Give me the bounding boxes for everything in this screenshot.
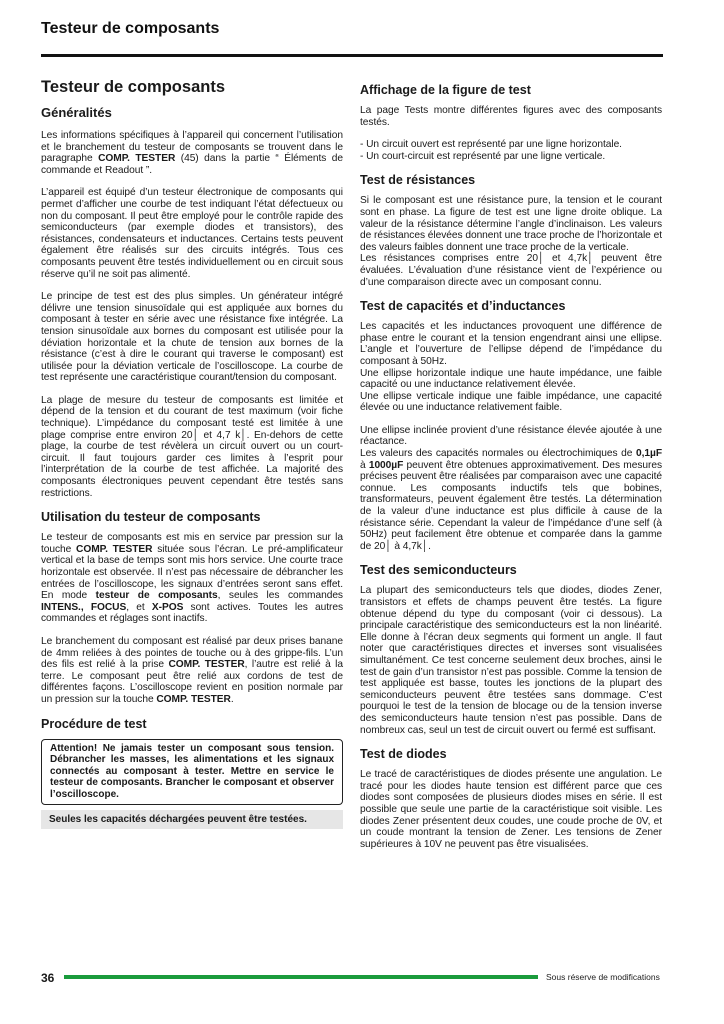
general-paragraph-3: Le principe de test est des plus simples. Un générateur intégré délivre une tension sinusoïdale qui est appliquée aux bornes du composant à tester en série avec une résistance fixe intégrée. La tension sinusoïdale aux bornes du composant est utilisée pour la déviation horizontale et la chute de tension aux bornes de la résistance (c’est à dire le courant qui traverse le composant) est utilisée pour la déviation verticale de l’oscilloscope. La courbe de test représente une caractéristique courant/tension du composant. bbox=[41, 291, 343, 384]
footer-accent-bar bbox=[64, 975, 538, 979]
display-list-item-1: - Un circuit ouvert est représenté par une ligne horizontale. bbox=[360, 139, 622, 151]
heading-resistances: Test de résistances bbox=[360, 173, 476, 188]
footer-note: Sous réserve de modifications bbox=[546, 972, 660, 982]
general-paragraph-4: La plage de mesure du testeur de composants est limitée et dépend de la tension et du courant de test maximum (voir fiche technique). L’impédance du composant testé est limitée à une plage comprise entre environ 20│ et 4,7 k│. En-dehors de cette plage, la courbe de test révèlera un circuit ouvert ou un court-circuit. Il faut toujours garder ces limites à l’esprit pour l’interprétation de la courbe de test affichée. La majorité des composants électroniques peuvent cependant être testés sans restrictions. bbox=[41, 394, 343, 499]
heading-capacites: Test de capacités et d’inductances bbox=[360, 299, 566, 314]
capacitance-paragraph-2: Une ellipse horizontale indique une haute impédance, une faible capacité ou une inductance relativement élevée. bbox=[360, 367, 662, 391]
heading-generalites: Généralités bbox=[41, 105, 112, 120]
left-column bbox=[41, 78, 343, 829]
heading-utilisation: Utilisation du testeur de composants bbox=[41, 510, 261, 525]
heading-affichage: Affichage de la figure de test bbox=[360, 83, 531, 97]
note-box: Seules les capacités déchargées peuvent être testées. bbox=[41, 810, 343, 829]
capacitance-paragraph-1: Les capacités et les inductances provoquent une différence de phase entre le courant et la tension engendrant ainsi une ellipse. L’angle et l’ouverture de l’ellipse dépend de l’impédance du composant à 50Hz. bbox=[360, 321, 662, 367]
resistance-paragraph-2: Les résistances comprises entre 20│ et 4,7k│ peuvent être évaluées. L’évaluation d’une résistance vient de l’expérience ou d’une comparaison directe avec un composant connu. bbox=[360, 253, 662, 288]
usage-paragraph-1: Le testeur de composants est mis en service par pression sur la touche COMP. TESTER située sous l’écran. Le pré-amplificateur vertical et la base de temps sont mis hors service. Une courte trace horizontale est observée. Il n’est pas nécessaire de débrancher les entrées de l’oscilloscope, les signaux d’entrées seront sans effet. En mode testeur de composants, seules les commandes INTENS., FOCUS, et X-POS sont actives. Toutes les autres commandes et réglages sont inactifs. bbox=[41, 532, 343, 625]
display-list-item-2: - Un court-circuit est représenté par une ligne verticale. bbox=[360, 150, 606, 162]
warning-box: Attention! Ne jamais tester un composant sous tension. Débrancher les masses, les alimentations et les signaux connectés au composant à tester. Mettre en service le testeur de composants. Brancher le composant et observer l’oscilloscope. bbox=[41, 739, 343, 805]
heading-procedure: Procédure de test bbox=[41, 716, 147, 731]
general-paragraph-2: L’appareil est équipé d’un testeur électronique de composants qui permet d’afficher une courbe de test indiquant l’état défectueux ou non du composant. Il peut être employé pour le contrôle rapide des semiconducteurs (par exemple diodes et transistors), des résistances, condensateurs et inductances. Certains tests peuvent également être réalisés sur des circuits intégrés. Tous ces composants peuvent être testés individuellement ou en circuit sous réserve qu’il ne soit pas alimenté. bbox=[41, 187, 343, 280]
running-header-title: Testeur de composants bbox=[41, 20, 220, 37]
right-column bbox=[360, 78, 662, 861]
section-title: Testeur de composants bbox=[41, 78, 225, 96]
heading-semiconducteurs: Test des semiconducteurs bbox=[360, 563, 517, 578]
page-number: 36 bbox=[41, 971, 55, 985]
semiconductor-paragraph: La plupart des semiconducteurs tels que diodes, diodes Zener, transistors et effets de champs peuvent être testés. La figure obtenue dépend du type du composant (voir ci dessous). La principale caractéristique des semiconducteurs est la non linéarité. Elle donne à l’écran deux segments qui forment un angle. Il faut noter que caractéristiques directes et inverses sont visualisées simultanément. Ce test concerne seulement deux broches, ainsi le test de gain d’un transistor n’est pas possible. Comme la tension de test appliquée est basse, toutes les jonctions de la plupart des semiconducteurs peuvent être testées sans dommage. C’est pourquoi le test de la tension de blocage ou de la tension inverse des semiconducteurs haute tension n’est pas possible. Dans de nombreux cas, seul un test de circuit ouvert ou fermé est suffisant. bbox=[360, 585, 662, 736]
capacitance-paragraph-3: Une ellipse verticale indique une faible impédance, une capacité élevée ou une inductance relativement faible. bbox=[360, 390, 662, 414]
usage-paragraph-2: Le branchement du composant est réalisé par deux prises banane de 4mm reliées à des pointes de touche ou à des grippe-fils. L’un des fils est relié à la prise COMP. TESTER, l’autre est relié à la terre. Le composant peut être relié aux cordons de test de différentes façons. L’oscilloscope revient en position normale par un pression sur la touche COMP. TESTER. bbox=[41, 635, 343, 705]
general-paragraph-1: Les informations spécifiques à l’appareil qui concernent l’utilisation et le branchement du testeur de composants se trouvent dans le paragraphe COMP. TESTER (45) dans la partie “ Éléments de commande et Readout ”. bbox=[41, 130, 343, 176]
diode-paragraph: Le tracé de caractéristiques de diodes présente une angulation. Le tracé pour les diodes haute tension est différent parce que ces diodes sont composées de plusieurs diodes mises en série. Il est possible que seule une partie de la caractéristique soit visible. Les diodes Zener présentent deux coudes, une coude proche de 0V, et un coude montrant la tension de Zener. Les tensions de Zener supérieures à 10V ne peuvent pas être visualisées. bbox=[360, 769, 662, 850]
resistance-paragraph-1: Si le composant est une résistance pure, la tension et le courant sont en phase. La figure de test est une ligne droite oblique. La valeur de la résistance détermine l’angle d’inclinaison. Les valeurs de résistances élevées donnent une trace proche de l’horizontale et des valeurs faibles donnent une trace proche de la verticale. bbox=[360, 195, 662, 253]
capacitance-paragraph-4: Une ellipse inclinée provient d’une résistance élevée ajoutée à une réactance. bbox=[360, 424, 662, 448]
heading-diodes: Test de diodes bbox=[360, 747, 447, 762]
header-rule bbox=[41, 54, 663, 57]
display-paragraph: La page Tests montre différentes figures avec des composants testés. bbox=[360, 105, 662, 128]
capacitance-paragraph-5: Les valeurs des capacités normales ou électrochimiques de 0,1µF à 1000µF peuvent être obtenues approximativement. Des mesures précises peuvent être réalisées par comparaison avec une capacité connue. Les composants inductifs tels que bobines, transformateurs, peuvent également être testés. La détermination de la valeur d’une inductance est plus difficile à cause de la résistance série. Cependant la valeur de l’impédance d’une self (à 50Hz) peut facilement être obtenue et comparée dans la gamme de 20│ à 4,7k│. bbox=[360, 448, 662, 552]
